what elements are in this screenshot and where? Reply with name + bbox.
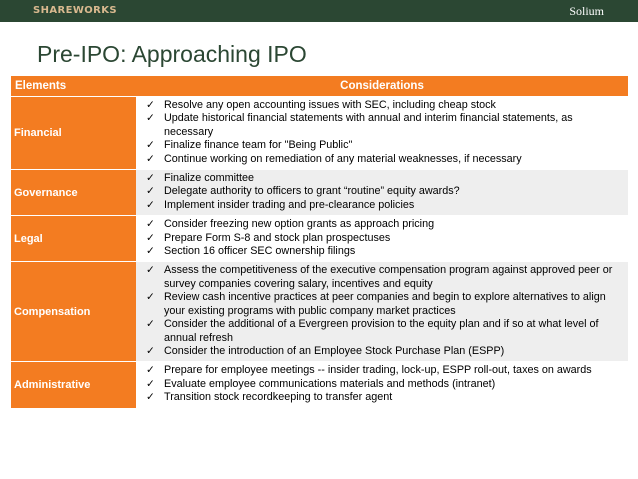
list-item	[146, 345, 622, 358]
row-label: Legal	[11, 216, 136, 262]
checkmark-icon: ✓	[146, 218, 155, 231]
shareworks-logo: SHAREWORKS	[33, 5, 118, 16]
list-item-text: Prepare Form S-8 and stock plan prospectuses	[164, 231, 391, 244]
checkmark-icon: ✓	[146, 152, 155, 165]
list-item	[146, 199, 622, 212]
list-item-text: Consider the additional of a Evergreen provision to the equity plan and if so at what level of annual refresh	[164, 318, 599, 344]
list-item-text: Implement insider trading and pre-clearance policies	[164, 198, 415, 211]
list-item-text: Transition stock recordkeeping to transfer agent	[164, 391, 393, 404]
list-item	[146, 185, 622, 198]
list-item	[146, 218, 622, 231]
header-elements: Elements	[11, 76, 136, 97]
list-item	[146, 391, 622, 404]
row-label: Financial	[11, 97, 136, 170]
row-label: Administrative	[11, 362, 136, 408]
considerations-list	[146, 218, 622, 258]
header-considerations: Considerations	[136, 76, 628, 97]
checkmark-icon: ✓	[146, 264, 155, 277]
table-row	[11, 362, 628, 408]
list-item	[146, 112, 622, 139]
table-row	[11, 262, 628, 362]
list-item	[146, 139, 622, 152]
checkmark-icon: ✓	[146, 245, 155, 258]
checkmark-icon: ✓	[146, 231, 155, 244]
list-item	[146, 245, 622, 258]
row-items	[136, 362, 628, 408]
page-title: Pre-IPO: Approaching IPO	[37, 41, 307, 67]
checkmark-icon: ✓	[146, 291, 155, 304]
list-item	[146, 364, 622, 377]
considerations-list	[146, 172, 622, 212]
table-row	[11, 216, 628, 262]
list-item-text: Finalize finance team for "Being Public"	[164, 139, 353, 152]
row-label: Compensation	[11, 262, 136, 362]
checkmark-icon: ✓	[146, 377, 155, 390]
top-bar	[0, 0, 638, 22]
table-row	[11, 170, 628, 216]
considerations-list	[146, 99, 622, 166]
checkmark-icon: ✓	[146, 344, 155, 357]
list-item-text: Prepare for employee meetings -- insider trading, lock-up, ESPP roll-out, taxes on awards	[164, 364, 592, 377]
list-item	[146, 172, 622, 185]
considerations-list	[146, 364, 622, 404]
list-item-text: Finalize committee	[164, 172, 255, 185]
checkmark-icon: ✓	[146, 391, 155, 404]
list-item	[146, 232, 622, 245]
list-item-text: Continue working on remediation of any material weaknesses, if necessary	[164, 152, 522, 165]
row-items	[136, 262, 628, 362]
list-item-text: Delegate authority to officers to grant “routine” equity awards?	[164, 185, 460, 198]
row-items	[136, 97, 628, 170]
row-label: Governance	[11, 170, 136, 216]
checkmark-icon: ✓	[146, 185, 155, 198]
checkmark-icon: ✓	[146, 364, 155, 377]
solium-logo: Solium	[569, 4, 604, 18]
list-item	[146, 318, 622, 345]
checkmark-icon: ✓	[146, 99, 155, 111]
list-item-text: Consider freezing new option grants as approach pricing	[164, 218, 435, 231]
list-item-text: Update historical financial statements with annual and interim financial statements, as necessary	[164, 112, 573, 138]
table-body	[11, 97, 628, 408]
list-item-text: Evaluate employee communications materials and methods (intranet)	[164, 377, 496, 390]
list-item-text: Resolve any open accounting issues with SEC, including cheap stock	[164, 99, 496, 111]
table-row	[11, 97, 628, 170]
list-item-text: Review cash incentive practices at peer companies and begin to explore alternatives to align your existing programs with public company market practices	[164, 291, 606, 317]
considerations-table	[11, 76, 628, 408]
table-header-row	[11, 76, 628, 97]
list-item-text: Section 16 officer SEC ownership filings	[164, 245, 356, 258]
row-items	[136, 216, 628, 262]
list-item	[146, 99, 622, 112]
list-item	[146, 291, 622, 318]
checkmark-icon: ✓	[146, 172, 155, 185]
checkmark-icon: ✓	[146, 139, 155, 152]
checkmark-icon: ✓	[146, 198, 155, 211]
checkmark-icon: ✓	[146, 318, 155, 331]
considerations-list	[146, 264, 622, 358]
list-item	[146, 153, 622, 166]
list-item-text: Assess the competitiveness of the executive compensation program against approved peer or survey companies covering salary, incentives and equity	[164, 264, 613, 290]
list-item-text: Consider the introduction of an Employee Stock Purchase Plan (ESPP)	[164, 344, 505, 357]
list-item	[146, 264, 622, 291]
list-item	[146, 378, 622, 391]
checkmark-icon: ✓	[146, 112, 155, 125]
row-items	[136, 170, 628, 216]
